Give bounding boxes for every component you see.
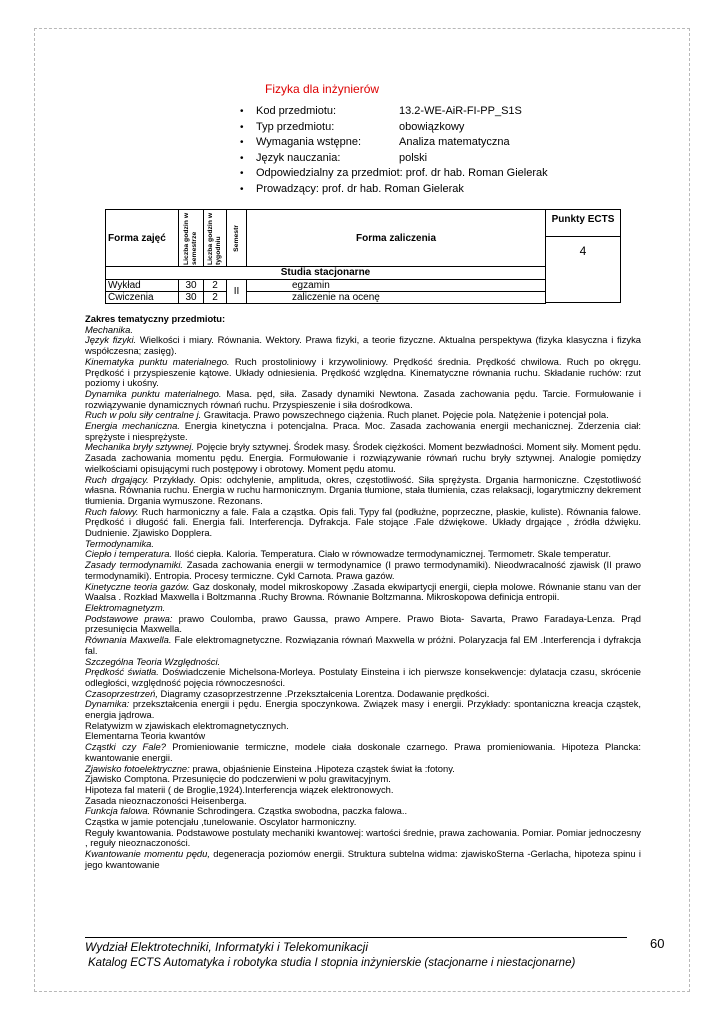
course-topics xyxy=(85,314,641,871)
paragraph-text: Relatywizm w zjawiskach elektromagnetycznych. xyxy=(85,719,289,731)
header-godziny-semestr xyxy=(179,210,204,267)
header-godziny-tydzien xyxy=(204,210,227,267)
paragraph-text: Promieniowanie termiczne, modele ciała doskonale czarnego. Prawa promieniowania. Hipoteza Plancka: kwantowanie energii. xyxy=(85,741,641,763)
topic-paragraph xyxy=(85,849,641,870)
course-info-value: polski xyxy=(399,151,428,164)
section-studia-stacjonarne: Studia stacjonarne xyxy=(106,267,546,280)
course-info-list xyxy=(240,104,548,198)
paragraph-text: prawo Coulomba, prawo Gaussa, prawo Ampere. Prawo Biota- Savarta, Prawo Faradaya-Lenza. Prąd przesunięcia Maxwella. xyxy=(85,612,641,635)
paragraph-lead: Czasoprzestrzeń, xyxy=(85,687,158,699)
course-info-value: 13.2-WE-AiR-FI-PP_S1S xyxy=(399,105,522,117)
topic-paragraph xyxy=(85,507,641,539)
paragraph-text: Wielkości i miary. Równania. Wektory. Prawa fizyki, a teorie fizyczne. Aktualna perspektywa (fizyka klasyczna i fizyka współczesna; zasięg). xyxy=(85,334,641,357)
paragraph-text: Masa. pęd, siła. Zasady dynamiki Newtona. Zasada zachowania pędu. Tarcie. Formułowanie i rozwiązywanie dynamicznych równań ruchu. Przyspieszenie i siła dośrodkowa. xyxy=(85,387,641,410)
paragraph-lead: Elektromagnetyzm. xyxy=(85,601,166,613)
paragraph-lead: Równania Maxwella. xyxy=(85,634,172,646)
paragraph-text: Gaz doskonały, model mikroskopowy .Zasada ekwipartycji energii, ciepła molowe. Równanie stanu van der Waalsa . Rozkład Maxwella i Boltzmanna .Ruchy Browna. Równanie Boltzmanna. Mikroskopowa definicja entropii. xyxy=(85,580,641,603)
topic-paragraph xyxy=(85,442,641,474)
paragraph-text: Energia kinetyczna i potencjalna. Praca. Moc. Zasada zachowania energii mechanicznej. Zderzenia ciał: sprężyste i niesprężyste. xyxy=(85,420,641,442)
page-number: 60 xyxy=(650,936,665,951)
paragraph-text: Przykłady. Opis: odchylenie, amplituda, okres, częstotliwość. Siła sprężysta. Drgania harmoniczne. Częstotliwość własna. Równania ruchu. Energia w ruchu harmonicznym. Drgania tłumione, stała tłumienia, czas relaksacji, logarytmiczny dekrement tłumienia. Drgania wymuszone. Rezonans. xyxy=(85,473,642,506)
paragraph-text: Zjawisko Comptona. Przesunięcie do podczerwieni w polu grawitacyjnym. xyxy=(85,773,391,785)
topic-paragraph xyxy=(85,614,641,635)
paragraph-lead: Dynamika punktu materialnego. xyxy=(85,387,222,399)
cell-forma: Wykład xyxy=(106,280,179,292)
vertical-header-text: Liczba godzin w semestrze xyxy=(183,212,198,265)
paragraph-text: przekształcenia energii i pędu. Energia spoczynkowa. Związek masy i energii. Przykłady: spontaniczna kreacja cząstek, energia jądrowa. xyxy=(85,698,641,721)
course-info-label: Odpowiedzialny za przedmiot: prof. dr hab. Roman Gielerak xyxy=(256,167,548,180)
vertical-header-text: Liczba godzin w tygodniu xyxy=(207,212,222,265)
bullet-icon: • xyxy=(240,106,244,117)
paragraph-lead: Funkcja falowa. xyxy=(85,805,151,817)
table-row-cwiczenia xyxy=(106,292,546,304)
header-forma-zajec: Forma zajęć xyxy=(106,210,179,267)
paragraph-text: Doświadczenie Michelsona-Morleya. Postulaty Einsteina i ich pierwsze konsekwencje: dylatacja czasu, skrócenie odległości, względność pojęcia równoczesności. xyxy=(85,666,641,688)
topic-paragraph xyxy=(85,635,641,656)
paragraph-lead: Zjawisko fotoelektryczne: xyxy=(85,762,190,774)
course-info-label: Prowadzący: prof. dr hab. Roman Gielerak xyxy=(256,182,464,195)
topic-paragraph xyxy=(85,335,641,356)
paragraph-text: Fale elektromagnetyczne. Rozwiązania równań Maxwella w próżni. Polaryzacja fal EM .Interferencja i dyfrakcja fal. xyxy=(85,634,641,656)
schedule-table-main xyxy=(105,209,546,303)
bullet-icon: • xyxy=(240,137,244,149)
paragraph-lead: Mechanika. xyxy=(85,323,133,335)
course-info-label: Kod przedmiotu: xyxy=(256,105,337,117)
paragraph-lead: Dynamika: xyxy=(85,698,130,710)
course-info-label: Wymagania wstępne: xyxy=(256,136,362,149)
footer-divider xyxy=(85,937,627,938)
vertical-header-text: Semestr xyxy=(232,224,240,252)
paragraph-text: Cząstka w jamie potencjału ,tunelowanie. Oscylator harmoniczny. xyxy=(85,816,357,828)
paragraph-text: Zasada zachowania energii w termodynamice (I prawo termodynamiki). Nieodwracalność zjawisk (II prawo termodynamiki). Entropia. Procesy termiczne. Cykl Carnota. Prawa gazów. xyxy=(85,559,641,581)
paragraph-text: Ruch harmoniczny a fale. Fala a cząstka. Opis fali. Typy fal (podłużne, poprzeczne, płaskie, kuliste). Równania falowe. Prędkość i długość fali. Energia fali. Interferencja. Dyfrakcja. Fale stojące .Fale dźwiękowe. Układy drgające , źródła dźwięku. Dudnienie. Zjawisko Dopplera. xyxy=(85,505,641,539)
paragraph-text: prawa, objaśnienie Einsteina .Hipoteza cząstek świat ła :fotony. xyxy=(189,762,455,774)
cell-godziny-semestr: 30 xyxy=(179,280,204,292)
paragraph-lead: Kwantowanie momentu pędu, xyxy=(85,848,210,860)
course-info-item xyxy=(240,120,548,136)
paragraph-text: Diagramy czasoprzestrzenne .Przekształcenia Lorentza. Dodawanie prędkości. xyxy=(157,687,490,699)
paragraph-text: Zasada nieoznaczoności Heisenberga. xyxy=(85,794,247,806)
course-info-value: Analiza matematyczna xyxy=(399,136,510,149)
cell-semestr: II xyxy=(227,280,247,304)
paragraph-lead: Ruch falowy. xyxy=(85,505,139,517)
topic-paragraph xyxy=(85,828,641,849)
footer-faculty: Wydział Elektrotechniki, Informatyki i Telekomunikacji xyxy=(85,940,368,954)
course-info-value: obowiązkowy xyxy=(399,120,465,133)
course-info-item xyxy=(240,104,548,120)
paragraph-lead: Szczególna Teoria Względności. xyxy=(85,655,221,667)
cell-zaliczenie: egzamin xyxy=(247,280,546,292)
paragraph-lead: Mechanika bryły sztywnej. xyxy=(85,441,194,453)
topic-paragraph xyxy=(85,475,641,507)
paragraph-text: Ruch prostoliniowy i krzywoliniowy. Prędkość średnia. Prędkość chwilowa. Ruch po okręgu. Prędkość i przyspieszenie kątowe. Układy odniesienia. Prędkość względna. Kinematyczne równania ruchu. Składanie ruchów: rzut poziomy i ukośny. xyxy=(85,355,641,389)
topics-heading: Zakres tematyczny przedmiotu: xyxy=(85,313,226,324)
paragraph-text: Równanie Schrodingera. Cząstka swobodna, paczka falowa.. xyxy=(150,805,408,817)
header-semestr xyxy=(227,210,247,267)
paragraph-text: Reguły kwantowania. Podstawowe postulaty mechaniki kwantowej: wartości średnie, prawa zachowania. Pomiar. Pomiar jednoczesny , reguły nieoznaczoności. xyxy=(85,826,641,849)
cell-godziny-tydzien: 2 xyxy=(204,292,227,304)
topic-paragraph xyxy=(85,560,641,581)
paragraph-lead: Język fizyki. xyxy=(85,334,137,346)
paragraph-text: degeneracja poziomów energii. Struktura subtelna widma: zjawiskoSterna -Gerlacha, hipoteza spinu i jego kwantowanie xyxy=(85,848,641,870)
paragraph-text: Grawitacja. Prawo powszechnego ciążenia. Ruch planet. Pojęcie pola. Natężenie i potencjał pola. xyxy=(201,409,609,421)
paragraph-text: Pojęcie bryły sztywnej. Środek masy. Środek ciężkości. Moment bezwładności. Moment siły. Moment pędu. Zasada zachowania momentu pędu. Energia. Formułowanie i rozwiązywanie równań ruchu bryły sztywnej. Analogie pomiędzy wielkościami opisującymi ruch postępowy i obrotowy. Moment pędu atomu. xyxy=(85,441,641,474)
course-info-label: Język nauczania: xyxy=(256,151,341,164)
topic-paragraph xyxy=(85,667,641,688)
cell-zaliczenie: zaliczenie na ocenę xyxy=(247,292,546,304)
paragraph-lead: Prędkość światła. xyxy=(85,666,159,678)
topic-paragraph xyxy=(85,582,641,603)
table-row-wyklad xyxy=(106,280,546,292)
course-schedule-table xyxy=(105,209,621,303)
course-info-label: Typ przedmiotu: xyxy=(256,120,335,133)
paragraph-lead: Kinematyka punktu materialnego. xyxy=(85,355,230,367)
paragraph-lead: Termodynamika. xyxy=(85,537,154,549)
course-info-item xyxy=(240,135,548,151)
bullet-icon: • xyxy=(240,152,244,164)
cell-godziny-tydzien: 2 xyxy=(204,280,227,292)
paragraph-text: Hipoteza fal materii ( de Broglie,1924).Interferencja wiązek elektronowych. xyxy=(85,783,394,795)
course-info-item xyxy=(240,151,548,167)
header-forma-zaliczenia: Forma zaliczenia xyxy=(247,210,546,267)
paragraph-lead: Cząstki czy Fale? xyxy=(85,741,166,753)
paragraph-lead: Kinetyczne teoria gazów. xyxy=(85,580,190,592)
topic-paragraph xyxy=(85,357,641,389)
topic-paragraph xyxy=(85,421,641,442)
cell-forma: Ćwiczenia xyxy=(106,292,179,304)
paragraph-lead: Zasady termodynamiki. xyxy=(85,559,184,571)
paragraph-text: Elementarna Teoria kwantów xyxy=(85,730,206,742)
topic-paragraph xyxy=(85,699,641,720)
cell-godziny-semestr: 30 xyxy=(179,292,204,304)
header-punkty-ects: Punkty ECTS xyxy=(546,210,620,237)
paragraph-lead: Podstawowe prawa: xyxy=(85,612,173,624)
bullet-icon: • xyxy=(240,168,244,180)
paragraph-lead: Ruch drgający. xyxy=(85,473,149,485)
course-title: Fizyka dla inżynierów xyxy=(265,82,380,96)
topic-paragraph xyxy=(85,742,641,763)
paragraph-lead: Energia mechaniczna. xyxy=(85,420,180,432)
paragraph-text: Ilość ciepła. Kaloria. Temperatura. Ciało w równowadze termodynamicznej. Termometr. Skale temperatur. xyxy=(172,548,611,560)
topic-paragraph xyxy=(85,389,641,410)
bullet-icon: • xyxy=(240,121,244,133)
course-info-item xyxy=(240,166,548,182)
paragraph-lead: Ruch w polu siły centralne j. xyxy=(85,409,202,421)
course-info-item xyxy=(240,182,548,198)
ects-value: 4 xyxy=(579,244,587,258)
ects-column xyxy=(546,209,621,303)
paragraph-lead: Ciepło i temperatura. xyxy=(85,548,173,560)
bullet-icon: • xyxy=(240,183,244,195)
footer-catalog: Katalog ECTS Automatyka i robotyka studia I stopnia inżynierskie (stacjonarne i niestacjonarne) xyxy=(88,957,576,969)
